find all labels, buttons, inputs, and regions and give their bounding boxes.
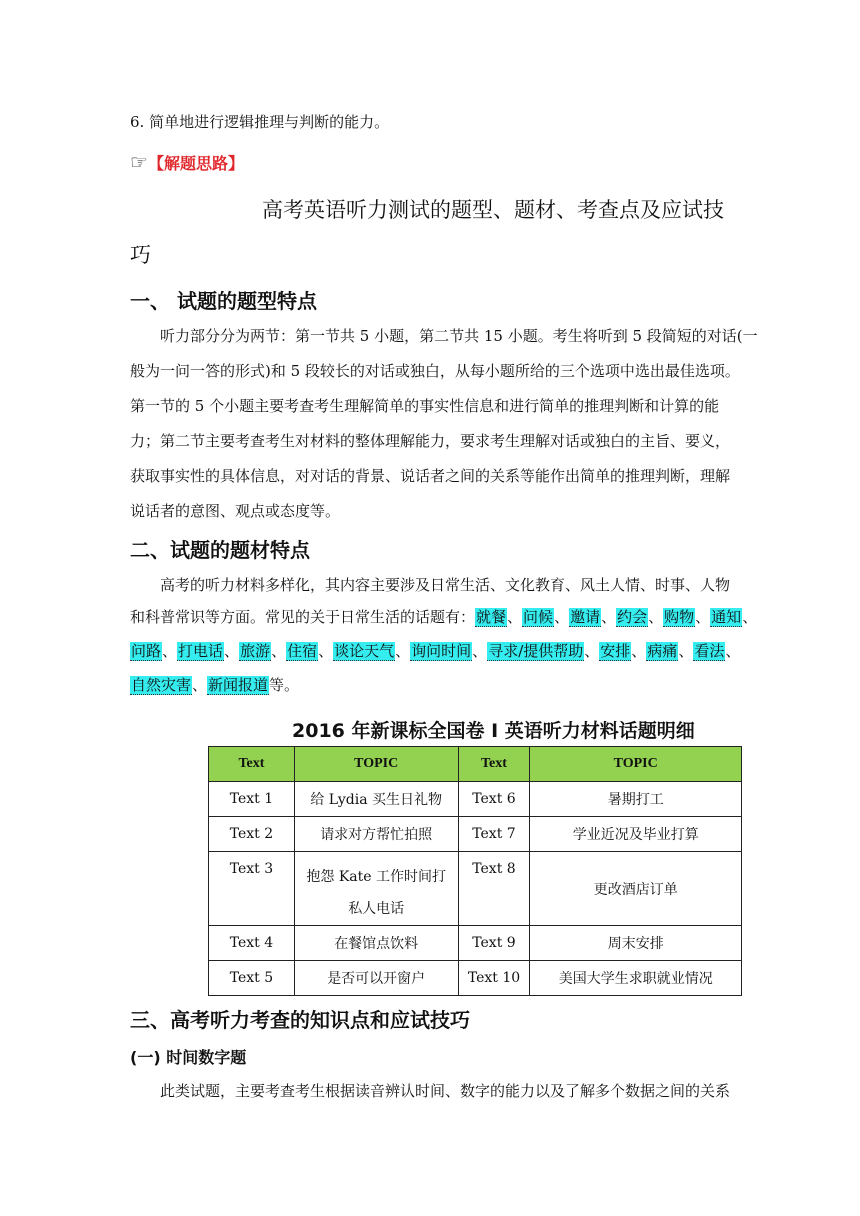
topic-highlight: 邀请: [570, 608, 601, 626]
separator: 、: [224, 642, 240, 660]
hint-row: [130, 150, 244, 174]
table-cell: 更改酒店订单: [530, 852, 742, 926]
section1-body: [130, 326, 758, 536]
separator: 、: [472, 642, 488, 660]
table-row: [209, 817, 742, 852]
column-header: Text: [458, 747, 530, 782]
table-cell: Text 4: [209, 926, 295, 961]
table-cell: Text 3: [209, 852, 295, 926]
paragraph-line: 般为一问一答的形式)和 5 段较长的对话或独白，从每小题所给的三个选项中选出最佳选项。: [130, 362, 740, 380]
separator: 、: [631, 642, 647, 660]
separator: 、: [162, 642, 178, 660]
table-row: [209, 852, 742, 926]
paragraph-text: 和科普常识等方面。常见的关于日常生活的话题有：: [130, 608, 476, 626]
table-header-row: [209, 747, 742, 782]
topic-highlight: 通知: [711, 608, 742, 626]
topic-highlight: 住宿: [287, 642, 318, 660]
table-cell: 学业近况及毕业打算: [530, 817, 742, 852]
table-cell: Text 5: [209, 961, 295, 996]
table-cell: Text 6: [458, 782, 530, 817]
paragraph-text: 等。: [269, 676, 300, 694]
table-cell: Text 8: [458, 852, 530, 926]
separator: 、: [695, 608, 711, 626]
table-cell: Text 1: [209, 782, 295, 817]
topic-highlight: 就餐: [476, 608, 507, 626]
paragraph-line: 此类试题，主要考查考生根据读音辨认时间、数字的能力以及了解多个数据之间的关系: [160, 1082, 731, 1100]
separator: 、: [648, 608, 664, 626]
paragraph-line: 力；第二节主要考查考生对材料的整体理解能力，要求考生理解对话或独白的主旨、要义，: [130, 432, 731, 450]
separator: 、: [725, 642, 741, 660]
section3-heading: 三、高考听力考查的知识点和应试技巧: [130, 1008, 470, 1032]
separator: 、: [742, 608, 758, 626]
table-cell: Text 2: [209, 817, 295, 852]
topics-table: [208, 746, 742, 996]
topic-highlight: 约会: [617, 608, 648, 626]
separator: 、: [271, 642, 287, 660]
document-title-line1: 高考英语听力测试的题型、题材、考查点及应试技: [262, 198, 724, 222]
paragraph-line: 高考的听力材料多样化，其内容主要涉及日常生活、文化教育、风土人情、时事、人物: [160, 576, 731, 594]
separator: 、: [584, 642, 600, 660]
column-header: Text: [209, 747, 295, 782]
table-row: [209, 926, 742, 961]
topic-highlight: 病痛: [647, 642, 678, 660]
topic-highlight: 看法: [694, 642, 725, 660]
hint-label: 【解题思路】: [147, 154, 244, 173]
separator: 、: [507, 608, 523, 626]
topics-line-2: [130, 641, 740, 661]
separator: 、: [601, 608, 617, 626]
topic-highlight: 安排: [600, 642, 631, 660]
topic-highlight: 问候: [523, 608, 554, 626]
table-cell: 给 Lydia 买生日礼物: [294, 782, 458, 817]
table-cell: 是否可以开窗户: [294, 961, 458, 996]
topic-highlight: 询问时间: [411, 642, 472, 660]
table-cell: 暑期打工: [530, 782, 742, 817]
separator: 、: [395, 642, 411, 660]
table-cell: Text 9: [458, 926, 530, 961]
list-item-6: 6. 简单地进行逻辑推理与判断的能力。: [130, 113, 390, 131]
column-header: TOPIC: [294, 747, 458, 782]
separator: 、: [678, 642, 694, 660]
pointing-hand-icon: ☞: [130, 150, 148, 174]
table-cell: 抱怨 Kate 工作时间打私人电话: [294, 852, 458, 926]
separator: 、: [554, 608, 570, 626]
topic-highlight: 打电话: [178, 642, 224, 660]
topics-line-1: [130, 607, 757, 627]
paragraph-line: 获取事实性的具体信息，对对话的背景、说话者之间的关系等能作出简单的推理判断，理解: [130, 467, 731, 485]
topics-line-3: [130, 675, 299, 695]
table-cell: 在餐馆点饮料: [294, 926, 458, 961]
subsection-heading: (一) 时间数字题: [130, 1048, 247, 1067]
topic-highlight: 问路: [131, 642, 162, 660]
section1-heading: 一、 试题的题型特点: [130, 289, 317, 313]
table-row: [209, 961, 742, 996]
topic-highlight: 新闻报道: [208, 676, 269, 694]
paragraph-line: 第一节的 5 个小题主要考查考生理解简单的事实性信息和进行简单的推理判断和计算的能: [130, 397, 720, 415]
paragraph-line: 听力部分分为两节：第一节共 5 小题，第二节共 15 小题。考生将听到 5 段简短的对话(一: [160, 327, 758, 345]
table-cell: Text 7: [458, 817, 530, 852]
separator: 、: [192, 676, 208, 694]
table-row: [209, 782, 742, 817]
table-cell: Text 10: [458, 961, 530, 996]
topic-highlight: 谈论天气: [334, 642, 395, 660]
table-cell: 请求对方帮忙拍照: [294, 817, 458, 852]
paragraph-line: 说话者的意图、观点或态度等。: [130, 502, 341, 520]
topic-highlight: 自然灾害: [131, 676, 192, 694]
table-cell: 美国大学生求职就业情况: [530, 961, 742, 996]
topic-highlight: 寻求/提供帮助: [488, 642, 584, 660]
table-title: 2016 年新课标全国卷 I 英语听力材料话题明细: [292, 720, 695, 742]
column-header: TOPIC: [530, 747, 742, 782]
section2-heading: 二、试题的题材特点: [130, 538, 310, 562]
document-title-line2: 巧: [130, 243, 151, 267]
separator: 、: [318, 642, 334, 660]
topic-highlight: 旅游: [240, 642, 271, 660]
table-cell: 周末安排: [530, 926, 742, 961]
topic-highlight: 购物: [664, 608, 695, 626]
